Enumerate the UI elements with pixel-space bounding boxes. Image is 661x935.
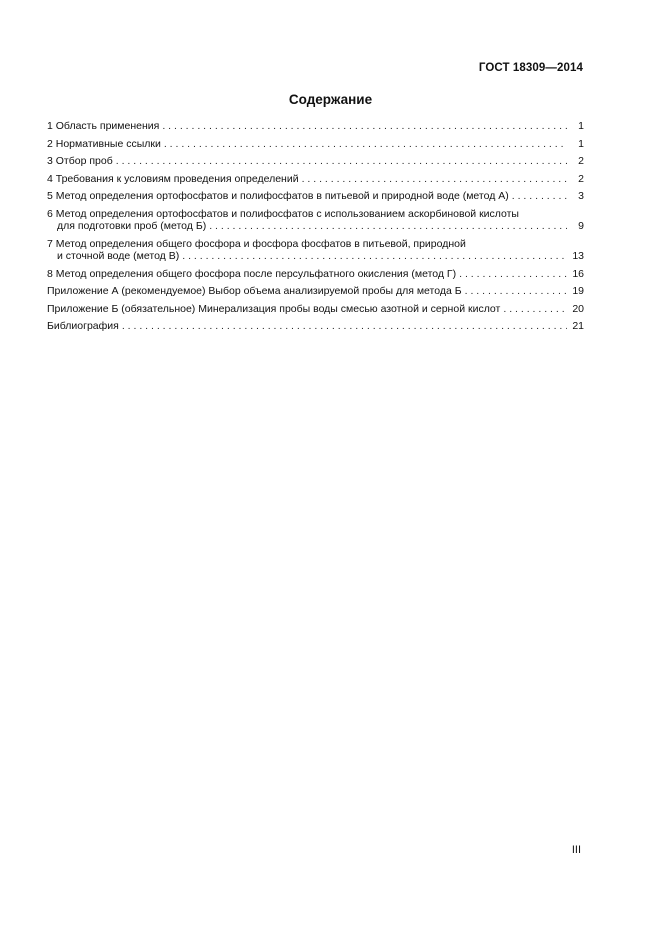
toc-entry-title: Приложение Б (обязательное) Минерализация пробы воды смесью азотной и серной кислот [47, 302, 501, 315]
toc-entry[interactable] [47, 268, 584, 281]
toc-page-number: 2 [578, 155, 584, 167]
toc-page-number: 9 [578, 220, 584, 232]
toc-entry[interactable] [47, 138, 584, 151]
toc-entry[interactable] [47, 238, 584, 263]
toc-entry[interactable] [47, 190, 584, 203]
toc-entry[interactable] [47, 320, 584, 333]
toc-entry[interactable] [47, 173, 584, 186]
toc-entry-title: 7 Метод определения общего фосфора и фосфора фосфатов в питьевой, природной [47, 237, 466, 250]
toc-page-number: 1 [578, 120, 584, 132]
toc-entry-title: 6 Метод определения ортофосфатов и полифосфатов с использованием аскорбиновой кислоты [47, 207, 519, 220]
page-folio: III [571, 844, 581, 856]
toc-leader-dots [164, 138, 567, 151]
toc-title: Содержание [288, 92, 373, 107]
toc-leader-dots [162, 120, 567, 133]
toc-page-number: 3 [578, 190, 584, 202]
toc-entry-title: 2 Нормативные ссылки [47, 137, 161, 150]
toc-leader-dots [302, 173, 567, 186]
document-code: ГОСТ 18309—2014 [478, 62, 583, 74]
toc-leader-dots [182, 250, 567, 263]
toc-entry[interactable] [47, 208, 584, 233]
toc-entry[interactable] [47, 303, 584, 316]
toc-entry[interactable] [47, 285, 584, 298]
toc-page-number: 2 [578, 172, 584, 185]
toc-entry-title: 8 Метод определения общего фосфора после персульфатного окисления (метод Г) [47, 267, 457, 280]
toc-leader-dots [512, 190, 567, 203]
toc-entry-title: 5 Метод определения ортофосфатов и полифосфатов в питьевой и природной воде (метод А) [47, 190, 509, 202]
toc-entry-title: 4 Требования к условиям проведения определений [47, 172, 299, 185]
toc-page-number: 21 [572, 320, 584, 332]
toc-page-number: 1 [578, 137, 584, 150]
toc-entry-title-continuation: и сточной воде (метод В) [57, 250, 180, 262]
toc-entry-title: 3 Отбор проб [47, 155, 113, 167]
toc-entry-title: Приложение А (рекомендуемое) Выбор объема анализируемой пробы для метода Б [47, 285, 462, 297]
toc-leader-dots [503, 303, 567, 316]
toc-leader-dots [209, 220, 567, 233]
toc-entry[interactable] [47, 120, 584, 133]
toc-leader-dots [465, 285, 567, 298]
toc-entry-title: 1 Область применения [47, 120, 160, 132]
toc-leader-dots [122, 320, 567, 333]
toc-page-number: 16 [572, 267, 584, 280]
toc-leader-dots [116, 155, 567, 168]
toc-page-number: 19 [572, 285, 584, 297]
table-of-contents [47, 120, 584, 338]
toc-entry-title: Библиография [47, 320, 119, 332]
toc-page-number: 20 [572, 302, 584, 315]
toc-entry[interactable] [47, 155, 584, 168]
toc-leader-dots [459, 268, 567, 281]
toc-entry-title-continuation: для подготовки проб (метод Б) [57, 220, 207, 232]
toc-page-number: 13 [572, 250, 584, 262]
